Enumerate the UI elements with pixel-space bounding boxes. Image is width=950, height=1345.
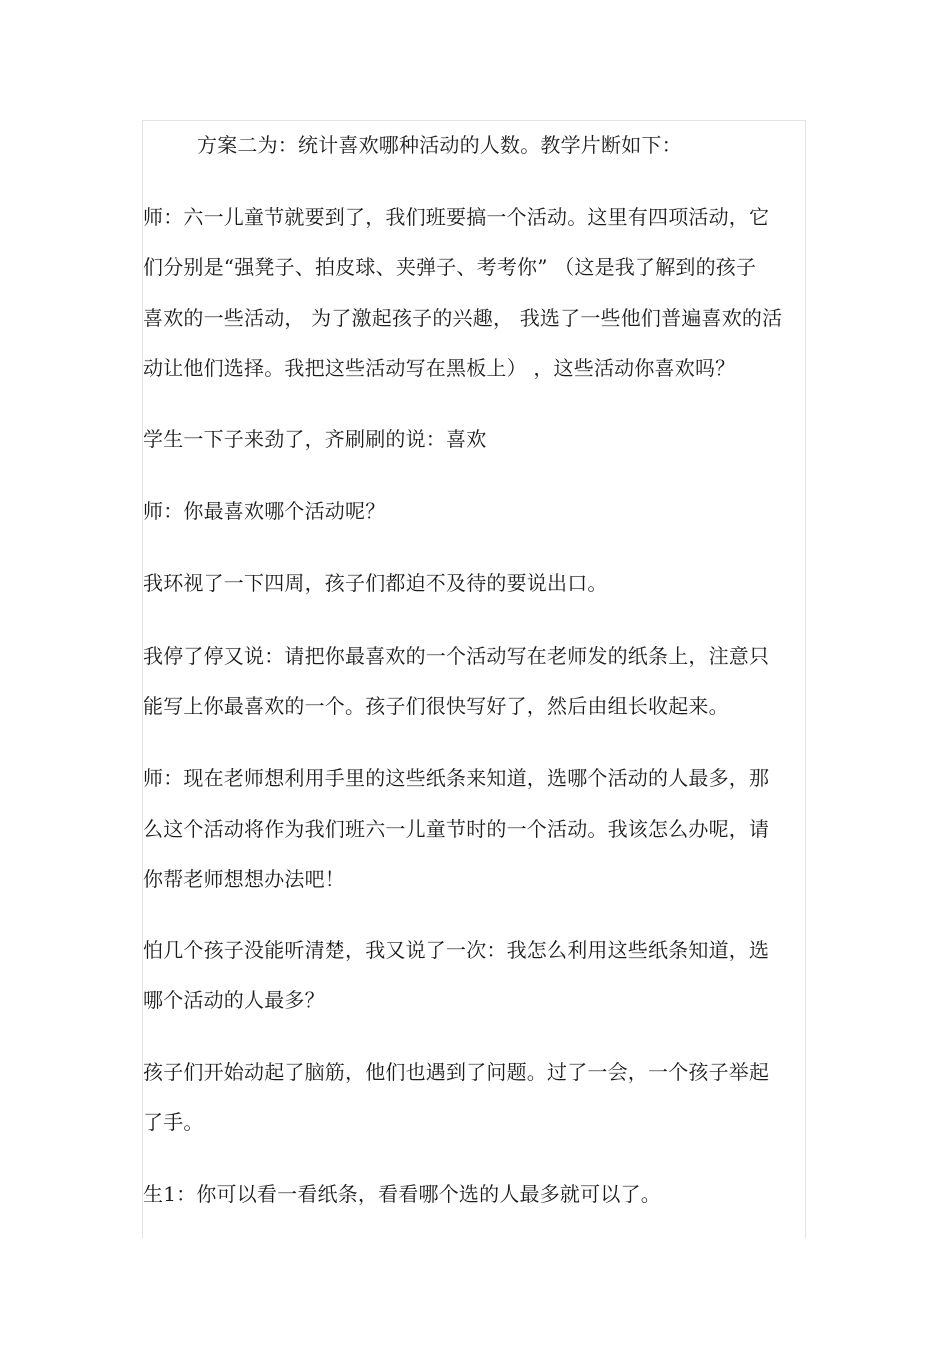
paragraph-line: 喜欢的一些活动， 为了激起孩子的兴趣， 我选了一些他们普遍喜欢的活: [143, 306, 783, 330]
paragraph-line: 了手。: [143, 1110, 204, 1134]
paragraph-line: 生1：你可以看一看纸条，看看哪个选的人最多就可以了。: [143, 1182, 661, 1206]
paragraph-line: 能写上你最喜欢的一个。孩子们很快写好了，然后由组长收起来。: [143, 694, 729, 718]
paragraph-line: 师：你最喜欢哪个活动呢？: [143, 499, 386, 523]
paragraph-line: 怕几个孩子没能听清楚，我又说了一次：我怎么利用这些纸条知道，选: [143, 938, 770, 962]
paragraph-line: 师：六一儿童节就要到了，我们班要搞一个活动。这里有四项活动，它: [143, 205, 770, 229]
paragraph-line: 你帮老师想想办法吧！: [143, 867, 345, 891]
paragraph-line: 么这个活动将作为我们班六一儿童节时的一个活动。我该怎么办呢，请: [143, 817, 770, 841]
plan-heading: 方案二为：统计喜欢哪种活动的人数。教学片断如下：: [197, 133, 682, 157]
paragraph-line: 哪个活动的人最多？: [143, 988, 325, 1012]
paragraph-line: 我停了停又说：请把你最喜欢的一个活动写在老师发的纸条上，注意只: [143, 644, 770, 668]
paragraph-line: 学生一下子来劲了，齐刷刷的说：喜欢: [143, 427, 487, 451]
paragraph-line: 动让他们选择。我把这些活动写在黑板上） ，这些活动你喜欢吗？: [143, 356, 736, 380]
paragraph-line: 孩子们开始动起了脑筋，他们也遇到了问题。过了一会，一个孩子举起: [143, 1060, 770, 1084]
paragraph-line: 师：现在老师想利用手里的这些纸条来知道，选哪个活动的人最多，那: [143, 766, 770, 790]
paragraph-line: 我环视了一下四周，孩子们都迫不及待的要说出口。: [143, 571, 608, 595]
paragraph-line: 们分别是“强凳子、拍皮球、夹弹子、考考你” （这是我了解到的孩子: [143, 255, 757, 279]
